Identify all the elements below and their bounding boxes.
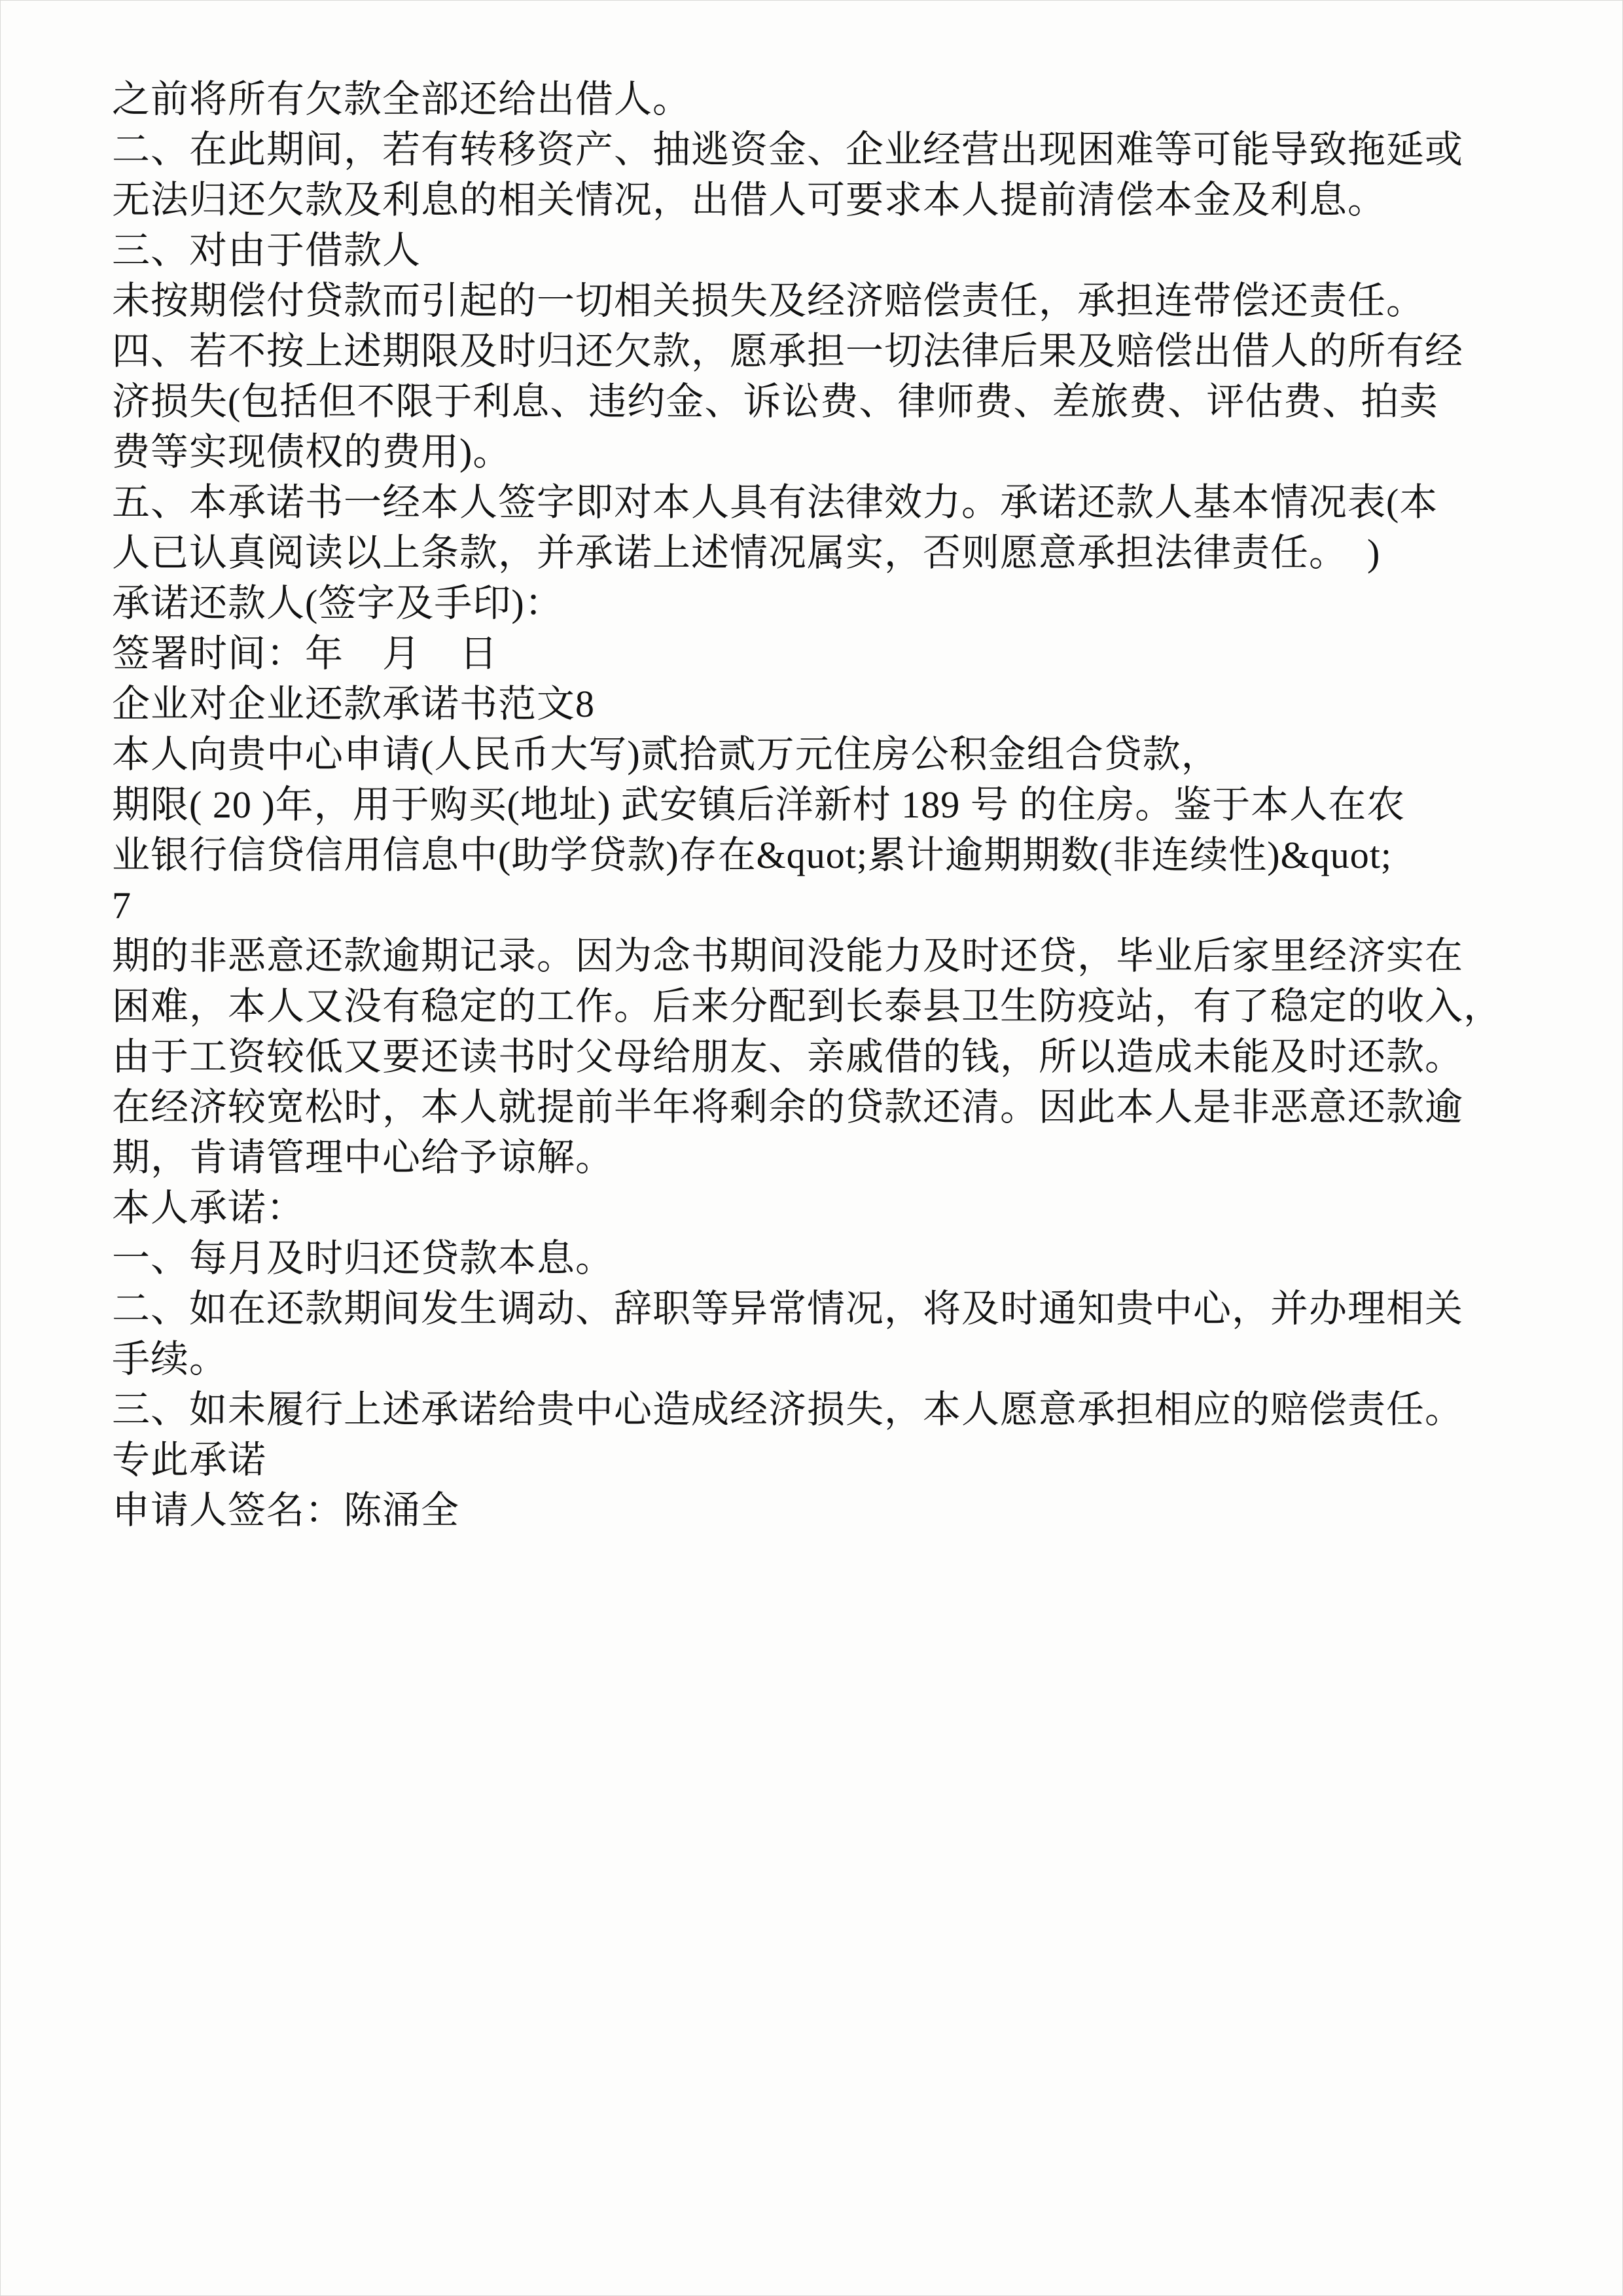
text-line: 本人承诺： [112, 1187, 306, 1229]
text-line: 济损失(包括但不限于利息、违约金、诉讼费、律师费、差旅费、评估费、拍卖 [112, 380, 1438, 423]
text-line: 一、每月及时归还贷款本息。 [112, 1237, 615, 1280]
text-line: 签署时间：年 月 日 [112, 632, 499, 675]
text-line: 在经济较宽松时，本人就提前半年将剩余的贷款还清。因此本人是非恶意还款逾 [112, 1086, 1464, 1128]
text-line: 手续。 [112, 1338, 228, 1380]
text-line: 期的非恶意还款逾期记录。因为念书期间没能力及时还贷，毕业后家里经济实在 [112, 935, 1464, 977]
text-line: 业银行信贷信用信息中(助学贷款)存在&quot;累计逾期期数(非连续性)&quot; [112, 834, 1392, 876]
text-line: 费等实现债权的费用)。 [112, 431, 512, 473]
text-line: 申请人签名：陈涌全 [112, 1489, 460, 1532]
text-line: 五、本承诺书一经本人签字即对本人具有法律效力。承诺还款人基本情况表(本 [112, 481, 1438, 524]
text-line: 承诺还款人(签字及手印)： [112, 582, 563, 624]
text-line: 专此承诺 [112, 1439, 267, 1481]
text-line: 企业对企业还款承诺书范文8 [112, 683, 596, 725]
text-line: 7 [112, 884, 132, 927]
text-line: 之前将所有欠款全部还给出借人。 [112, 78, 692, 120]
text-line: 未按期偿付贷款而引起的一切相关损失及经济赔偿责任，承担连带偿还责任。 [112, 279, 1425, 322]
text-line: 人已认真阅读以上条款，并承诺上述情况属实，否则愿意承担法律责任。 ) [112, 531, 1381, 574]
document-body [112, 74, 1514, 1535]
text-line: 无法归还欠款及利息的相关情况，出借人可要求本人提前清偿本金及利息。 [112, 179, 1387, 221]
text-line: 三、如未履行上述承诺给贵中心造成经济损失，本人愿意承担相应的赔偿责任。 [112, 1388, 1464, 1431]
text-line: 期限( 20 )年，用于购买(地址) 武安镇后洋新村 189 号 的住房。鉴于本人在农 [112, 783, 1406, 826]
text-line: 期，肯请管理中心给予谅解。 [112, 1136, 615, 1179]
text-line: 困难，本人又没有稳定的工作。后来分配到长泰县卫生防疫站，有了稳定的收入， [112, 985, 1503, 1028]
text-line: 本人向贵中心申请(人民币大写)贰拾贰万元住房公积金组合贷款， [112, 733, 1220, 776]
text-line: 四、若不按上述期限及时归还欠款，愿承担一切法律后果及赔偿出借人的所有经 [112, 330, 1464, 372]
text-line: 由于工资较低又要还读书时父母给朋友、亲戚借的钱，所以造成未能及时还款。 [112, 1035, 1464, 1078]
text-line: 三、对由于借款人 [112, 229, 421, 272]
text-line: 二、如在还款期间发生调动、辞职等异常情况，将及时通知贵中心，并办理相关 [112, 1287, 1464, 1330]
text-line: 二、在此期间，若有转移资产、抽逃资金、企业经营出现困难等可能导致拖延或 [112, 128, 1464, 171]
